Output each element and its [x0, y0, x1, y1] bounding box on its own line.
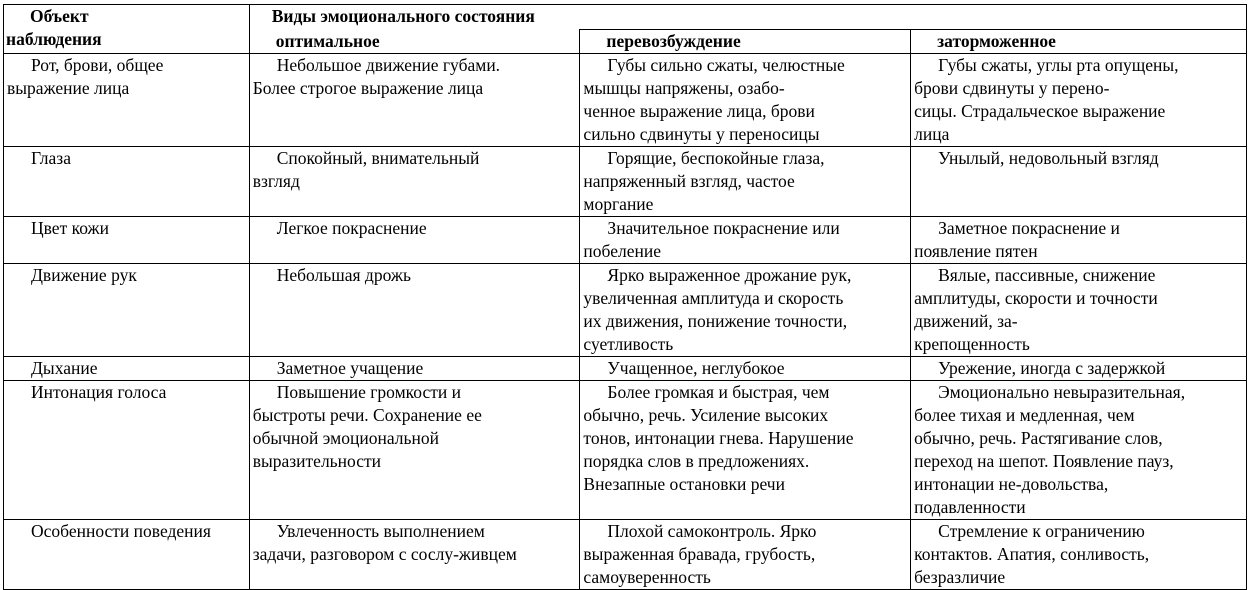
cell-line: Движение рук — [31, 265, 137, 285]
object-cell — [4, 147, 250, 217]
cell-line: Дыхание — [31, 358, 98, 378]
cell-line: мышцы напряжены, озабо- — [583, 78, 785, 98]
cell-line: крепощенность — [914, 334, 1030, 354]
object-cell — [4, 381, 250, 520]
cell-line: обычно, речь. Растягивание слов, — [914, 428, 1163, 448]
overexcited-cell — [580, 217, 911, 264]
cell-line: суетливость — [583, 334, 674, 354]
cell-line: Небольшая дрожь — [276, 265, 411, 285]
cell-line: взгляд — [252, 171, 300, 191]
cell-line: Горящие, беспокойные глаза, — [607, 148, 825, 168]
optimal-cell — [249, 217, 580, 264]
header-state-inhibited: заторможенное — [911, 30, 1247, 54]
cell-line: обычной эмоциональной — [252, 428, 439, 448]
cell-line: Учащенное, неглубокое — [607, 358, 785, 378]
overexcited-cell — [580, 264, 911, 357]
cell-line: напряженный взгляд, частое — [583, 171, 795, 191]
cell-line: брови сдвинуты у перено- — [914, 78, 1110, 98]
cell-line: обычно, речь. Усиление высоких — [583, 405, 829, 425]
cell-line: быстроты речи. Сохранение ее — [252, 405, 482, 425]
cell-line: тонов, интонации гнева. Нарушение — [583, 428, 854, 448]
inhibited-cell — [911, 217, 1247, 264]
overexcited-cell — [580, 54, 911, 147]
cell-line: Ярко выраженное дрожание рук, — [607, 265, 852, 285]
cell-line: Заметное учащение — [276, 358, 424, 378]
cell-line: сильно сдвинуты у переносицы — [583, 124, 820, 144]
cell-line: Более строгое выражение лица — [252, 78, 484, 98]
cell-line: Увлеченность выполнением — [276, 521, 485, 541]
cell-line: амплитуды, скорости и точности — [914, 288, 1158, 308]
cell-line: увеличенная амплитуда и скорость — [583, 288, 844, 308]
object-cell — [4, 217, 250, 264]
cell-line: подавленности — [914, 497, 1026, 517]
header-state-overexcited: перевозбуждение — [580, 30, 911, 54]
cell-line: Стремление к ограничению — [938, 521, 1145, 541]
optimal-cell — [249, 520, 580, 590]
cell-line: переход на шепот. Появление пауз, — [914, 451, 1174, 471]
overexcited-cell — [580, 147, 911, 217]
header-object-cell — [4, 5, 250, 54]
cell-line: Глаза — [31, 148, 71, 168]
cell-line: появление пятен — [914, 241, 1038, 261]
cell-line: побеление — [583, 241, 661, 261]
header-object-line-1: Объект — [30, 6, 89, 26]
cell-line: Цвет кожи — [31, 218, 109, 238]
inhibited-cell — [911, 520, 1247, 590]
header-state-optimal: оптимальное — [249, 30, 580, 54]
optimal-cell — [249, 264, 580, 357]
cell-line: Внезапные остановки речи — [583, 474, 785, 494]
table-row — [4, 520, 1247, 590]
cell-line: Рот, брови, общее — [31, 55, 164, 75]
table-row — [4, 357, 1247, 381]
cell-line: Унылый, недовольный взгляд — [938, 148, 1159, 168]
emotional-state-table — [3, 4, 1247, 590]
object-cell — [4, 264, 250, 357]
inhibited-cell — [911, 264, 1247, 357]
cell-line: выразительности — [252, 451, 381, 471]
cell-line: моргание — [583, 194, 654, 214]
optimal-cell — [249, 147, 580, 217]
inhibited-cell — [911, 381, 1247, 520]
optimal-cell — [249, 357, 580, 381]
object-cell — [4, 54, 250, 147]
cell-line: Эмоционально невыразительная, — [938, 382, 1186, 402]
cell-line: Урежение, иногда с задержкой — [938, 358, 1166, 378]
cell-line: Плохой самоконтроль. Ярко — [607, 521, 817, 541]
table-row — [4, 217, 1247, 264]
optimal-cell — [249, 381, 580, 520]
object-cell — [4, 357, 250, 381]
header-group-title: Виды эмоционального состояния — [249, 5, 1246, 30]
cell-line: Особенности поведения — [31, 521, 211, 541]
inhibited-cell — [911, 147, 1247, 217]
cell-line: лица — [914, 124, 950, 144]
cell-line: порядка слов в предложениях. — [583, 451, 810, 471]
header-row — [4, 5, 1247, 30]
overexcited-cell — [580, 357, 911, 381]
cell-line: Губы сильно сжаты, челюстные — [607, 55, 845, 75]
overexcited-cell — [580, 381, 911, 520]
cell-line: сицы. Страдальческое выражение — [914, 101, 1166, 121]
cell-line: задачи, разговором с сослу-живцем — [252, 544, 517, 564]
inhibited-cell — [911, 54, 1247, 147]
cell-line: Более громкая и быстрая, чем — [607, 382, 830, 402]
cell-line: интонации не-довольства, — [914, 474, 1109, 494]
header-object-line-2: наблюдения — [6, 29, 102, 49]
cell-line: безразличие — [914, 567, 1006, 587]
cell-line: Спокойный, внимательный — [276, 148, 480, 168]
optimal-cell — [249, 54, 580, 147]
cell-line: Повышение громкости и — [276, 382, 461, 402]
cell-line: выражение лица — [7, 78, 130, 98]
cell-line: ченное выражение лица, брови — [583, 101, 815, 121]
cell-line: контактов. Апатия, сонливость, — [914, 544, 1150, 564]
cell-line: движений, за- — [914, 311, 1018, 331]
cell-line: выраженная бравада, грубость, — [583, 544, 816, 564]
table-row — [4, 381, 1247, 520]
cell-line: Значительное покраснение или — [607, 218, 840, 238]
table-row — [4, 264, 1247, 357]
cell-line: самоуверенность — [583, 567, 711, 587]
cell-line: Небольшое движение губами. — [276, 55, 501, 75]
overexcited-cell — [580, 520, 911, 590]
cell-line: Губы сжаты, углы рта опущены, — [938, 55, 1179, 75]
cell-line: Легкое покраснение — [276, 218, 427, 238]
object-cell — [4, 520, 250, 590]
table-row — [4, 54, 1247, 147]
cell-line: их движения, понижение точности, — [583, 311, 848, 331]
cell-line: Вялые, пассивные, снижение — [938, 265, 1156, 285]
inhibited-cell — [911, 357, 1247, 381]
table-row — [4, 147, 1247, 217]
cell-line: Заметное покраснение и — [938, 218, 1120, 238]
cell-line: более тихая и медленная, чем — [914, 405, 1135, 425]
cell-line: Интонация голоса — [31, 382, 167, 402]
